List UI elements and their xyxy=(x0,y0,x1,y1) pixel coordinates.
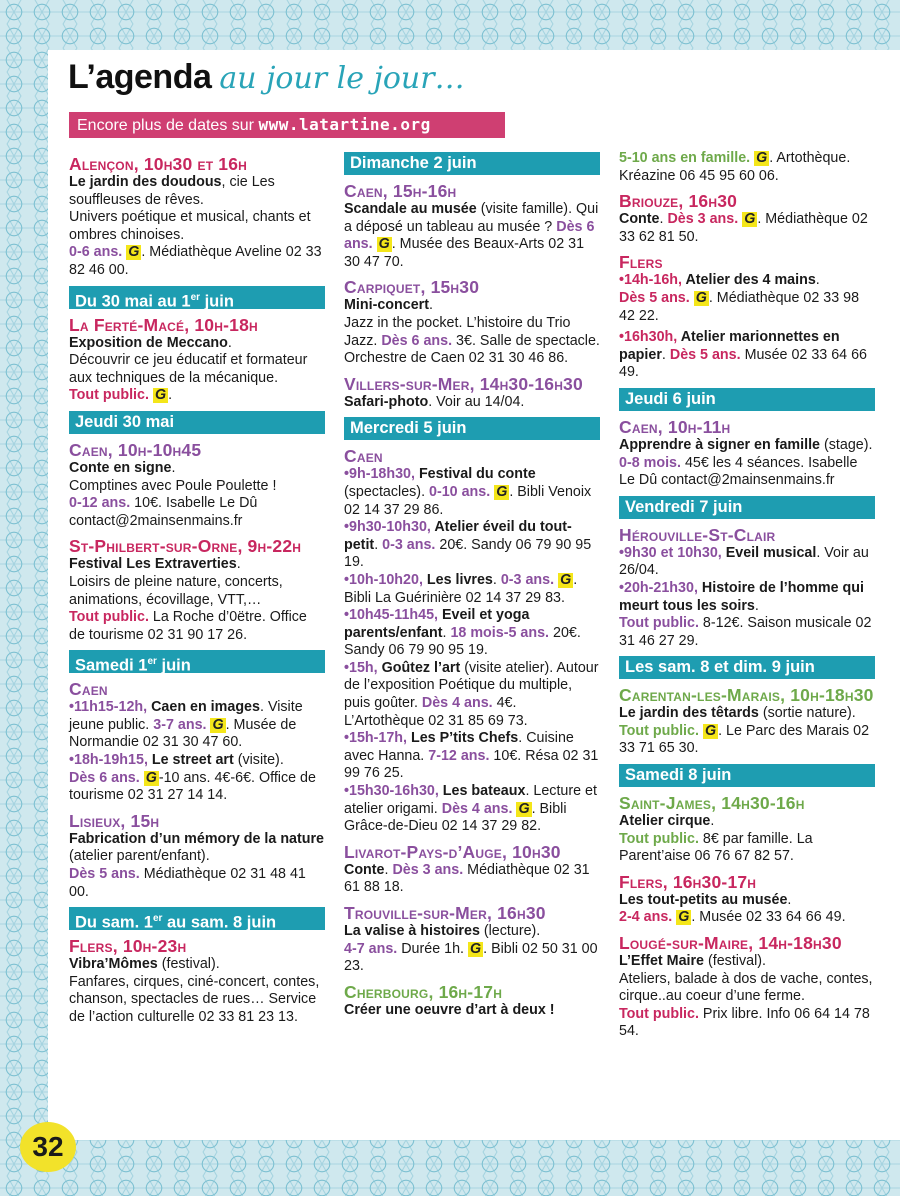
sub-event xyxy=(344,607,600,660)
age-label: Dès 4 ans. xyxy=(437,800,513,817)
event-alencon xyxy=(69,154,325,280)
event-text: . Musée des Beaux-Arts 02 31 30 47 70. xyxy=(344,236,585,270)
date-header xyxy=(619,496,875,519)
free-badge: G xyxy=(756,150,768,166)
event-title: Conte xyxy=(344,861,385,878)
free-badge: G xyxy=(695,289,707,306)
event-city: Livarot-Pays-d’Auge, 10h30 xyxy=(344,841,561,862)
age-label: Dès 5 ans. xyxy=(619,289,690,306)
event-title: Atelier cirque xyxy=(619,813,711,830)
audience-label: Tout public. xyxy=(619,615,699,632)
sub-event xyxy=(344,660,600,730)
event-text: . Bibli La Guérinière 02 14 37 29 83. xyxy=(344,571,578,606)
event-text: Jazz in the pocket. L’histoire du Trio Jazz. xyxy=(344,314,571,349)
event-text: (visite famille). Qui a déposé un tableau au musée ? xyxy=(344,201,599,235)
event-text: . Voir au 26/04. xyxy=(619,544,869,579)
event-caen-signer xyxy=(619,417,875,490)
more-dates-banner xyxy=(69,112,505,138)
event-title: Festival Les Extraverties xyxy=(69,556,237,573)
event-title: Créer une oeuvre d’art à deux ! xyxy=(344,1001,555,1018)
event-title: La valise à histoires xyxy=(344,923,480,939)
event-text: . xyxy=(492,571,497,588)
event-title: L’Effet Maire xyxy=(619,953,705,970)
event-text: . xyxy=(815,272,820,289)
date-header xyxy=(619,656,875,679)
event-city: La Ferté-Macé, 10h-18h xyxy=(69,314,258,335)
event-text: . Médiathèque 02 33 62 81 50. xyxy=(619,211,868,245)
event-text: Musée 02 33 64 66 49. xyxy=(619,346,867,381)
event-text: Durée 1h. xyxy=(397,940,465,957)
event-title: Vibra’Mômes xyxy=(69,956,158,973)
event-text: (festival). xyxy=(157,956,220,973)
age-label: 5-10 ans en famille. xyxy=(619,150,751,166)
date-header-text: Samedi 1 xyxy=(75,656,148,674)
event-title: Festival du conte xyxy=(414,466,536,483)
event-text: (lecture). xyxy=(479,923,541,939)
event-text: 20€. Sandy 06 79 90 95 19. xyxy=(344,536,592,571)
event-time: •10h45-11h45, xyxy=(344,607,439,624)
free-badge: G xyxy=(145,769,157,786)
event-text: . xyxy=(754,597,759,614)
event-text: Ateliers, balade à dos de vache, contes, cirque..au coeur d’une ferme. xyxy=(619,970,873,1005)
event-text: . xyxy=(236,556,241,573)
event-title: Les livres xyxy=(422,571,493,588)
event-text: . Musée de Normandie 02 31 30 47 60. xyxy=(69,716,297,751)
event-text: Fanfares, cirques, ciné-concert, contes, chanson, spectacles de rues… Service de l’action culturelle 02 33 81 23 13. xyxy=(69,973,320,1025)
event-text: . Bibli Grâce-de-Dieu 02 14 37 29 82. xyxy=(344,800,567,835)
event-city: Flers xyxy=(619,252,663,273)
audience-label: Tout public. xyxy=(619,722,699,739)
free-badge: G xyxy=(678,909,690,926)
age-label: 2-4 ans. xyxy=(619,909,673,926)
date-header xyxy=(344,417,600,440)
event-title: Le jardin des doudous xyxy=(69,174,222,190)
event-title: Caen en images xyxy=(147,699,260,716)
age-label: 0-10 ans. xyxy=(425,483,491,500)
event-title: Conte xyxy=(619,211,660,228)
event-text: 20€. Sandy 06 79 90 95 19. xyxy=(344,624,581,659)
free-badge: G xyxy=(704,722,717,739)
page-title xyxy=(68,58,465,97)
event-ferte-mace xyxy=(69,315,325,405)
date-header-text: juin xyxy=(200,292,234,309)
event-carpiquet xyxy=(344,277,600,367)
age-label: Dès 3 ans. xyxy=(663,211,739,228)
event-title: Fabrication d’un mémory de la nature xyxy=(69,830,325,847)
event-title: Les P’tits Chefs xyxy=(407,730,519,747)
free-badge: G xyxy=(154,387,167,404)
event-text: 4€. L’Artothèque 02 31 85 69 73. xyxy=(344,695,528,729)
event-text: 8€ par famille. La Parent’aise 06 76 67 82 57. xyxy=(619,830,813,865)
event-text: . Lecture et atelier origami. xyxy=(344,783,597,817)
date-header-text: Les sam. 8 et dim. 9 juin xyxy=(625,658,815,677)
age-label: 4-7 ans. xyxy=(344,940,398,957)
event-louge xyxy=(619,933,875,1041)
event-text: . xyxy=(659,211,664,228)
event-text: (stage). xyxy=(820,436,873,453)
event-title: Conte en signe xyxy=(69,459,172,476)
age-label: Dès 6 ans. xyxy=(344,218,595,253)
event-caen-mercredi xyxy=(344,446,600,835)
event-title: Goûtez l’art xyxy=(377,659,461,676)
event-text: 10€. Résa 02 31 99 76 25. xyxy=(344,747,599,782)
age-label: Dès 3 ans. xyxy=(388,861,464,878)
event-title: Histoire de l’homme qui meurt tous les soirs xyxy=(619,579,864,614)
event-city: Hérouville-St-Clair xyxy=(619,524,776,545)
age-label: 0-3 ans. xyxy=(496,571,555,588)
event-title: Le jardin des têtards xyxy=(619,705,759,722)
event-city: Caen xyxy=(344,446,383,467)
event-text: . xyxy=(710,813,715,830)
sub-event xyxy=(619,580,875,650)
sub-event xyxy=(619,272,875,325)
event-text: . Artothèque. Kréazine 06 45 95 60 06. xyxy=(619,150,851,184)
event-title: Mini-concert xyxy=(344,297,429,314)
event-text: . Voir au 14/04. xyxy=(428,393,525,410)
date-header-text: Du 30 mai au 1 xyxy=(75,292,191,309)
event-city: Flers, 16h30-17h xyxy=(619,871,757,892)
event-text: Prix libre. Info 06 64 14 78 54. xyxy=(619,1005,870,1040)
page-number: 32 xyxy=(20,1122,76,1172)
date-header-sup: er xyxy=(190,291,201,303)
event-text: 45€ les 4 séances. Isabelle Le Dû contact@2mainsenmains.fr xyxy=(619,454,858,489)
event-time: •11h15-12h, xyxy=(69,699,148,716)
website-link[interactable]: www.latartine.org xyxy=(258,115,431,134)
event-city: Caen, 15h-16h xyxy=(344,181,457,201)
date-header xyxy=(344,152,600,175)
event-text: . Cuisine avec Hanna. xyxy=(344,730,574,764)
event-text: . xyxy=(168,387,173,404)
event-time: •18h-19h15, xyxy=(69,752,148,769)
sub-event xyxy=(344,572,600,607)
age-label: 0-6 ans. xyxy=(69,244,123,261)
event-city: Cherbourg, 16h-17h xyxy=(344,981,503,1002)
event-city: Caen xyxy=(69,679,108,700)
event-text: . xyxy=(259,699,264,716)
free-badge: G xyxy=(212,716,224,733)
event-saint-james xyxy=(619,793,875,866)
event-text: 8-12€. Saison musicale 02 31 46 27 29. xyxy=(619,615,872,649)
event-title: Les tout-petits au musée xyxy=(619,891,788,908)
date-header-text: au sam. 8 juin xyxy=(162,913,277,931)
event-trouville xyxy=(344,903,600,976)
event-text: . xyxy=(661,346,666,363)
age-label: 0-3 ans. xyxy=(378,536,436,553)
event-city: Lougé-sur-Maire, 14h-18h30 xyxy=(619,933,842,954)
agenda-column-1 xyxy=(69,154,325,1033)
age-label: Dès 4 ans. xyxy=(417,695,493,712)
date-header-text: Vendredi 7 juin xyxy=(625,497,743,516)
age-label: 0-12 ans. xyxy=(69,495,131,512)
event-time: •10h-10h20, xyxy=(344,571,423,588)
free-badge: G xyxy=(496,483,508,500)
event-title: Eveil et yoga parents/enfant xyxy=(344,607,530,641)
page xyxy=(48,50,900,1140)
event-time: •20h-21h30, xyxy=(619,579,698,596)
event-title: Safari-photo xyxy=(344,393,429,410)
event-villers xyxy=(344,374,600,412)
event-title: Apprendre à signer en famille xyxy=(619,436,821,453)
event-city: Caen, 10h-11h xyxy=(619,416,731,437)
event-text: 10€. Isabelle Le Dû contact@2mainsenmains.fr xyxy=(69,495,258,529)
event-time: •9h-18h30, xyxy=(344,466,415,483)
event-time: •9h30 et 10h30, xyxy=(619,544,722,561)
event-text: . xyxy=(787,891,792,908)
age-label: 0-8 mois. xyxy=(619,454,681,471)
event-text: . xyxy=(374,536,379,553)
event-title: Le street art xyxy=(147,752,234,769)
event-caen-scandale xyxy=(344,181,600,271)
age-label: 18 mois-5 ans. xyxy=(446,624,550,641)
event-time: •15h30-16h30, xyxy=(344,783,439,800)
event-st-philbert xyxy=(69,536,325,644)
event-text: Médiathèque 02 31 48 41 00. xyxy=(69,866,306,900)
event-city: St-Philbert-sur-Orne, 9h-22h xyxy=(69,536,302,557)
date-header-text: Jeudi 30 mai xyxy=(75,412,175,431)
event-text: (sortie nature). xyxy=(758,705,856,722)
event-briouze xyxy=(619,191,875,246)
event-text: Loisirs de pleine nature, concerts, animations, écovillage, VTT,… xyxy=(69,573,283,608)
event-time: •15h, xyxy=(344,659,378,676)
title-bold: L’agenda xyxy=(68,58,212,96)
event-title: Atelier marionnettes en papier xyxy=(619,329,840,363)
agenda-column-2 xyxy=(344,152,600,1025)
date-header xyxy=(69,650,325,673)
event-text: . Médiathèque 02 33 98 42 22. xyxy=(619,289,860,324)
event-flers-musee xyxy=(619,872,875,927)
event-text: Médiathèque 02 31 61 88 18. xyxy=(344,861,590,896)
event-text: . xyxy=(227,334,232,351)
date-header-text: Jeudi 6 juin xyxy=(625,389,716,408)
event-title: Atelier éveil du tout-petit xyxy=(344,519,572,553)
sub-event xyxy=(344,730,600,783)
sub-event xyxy=(344,519,600,572)
event-text: . xyxy=(171,459,176,476)
free-badge: G xyxy=(744,211,756,228)
event-text: . xyxy=(384,861,389,878)
event-city: Briouze, 16h30 xyxy=(619,191,738,212)
event-carentan xyxy=(619,685,875,758)
event-text: . xyxy=(429,297,433,314)
date-header-text: Samedi 8 juin xyxy=(625,766,732,785)
event-title: Scandale au musée xyxy=(344,201,477,217)
event-text: 3€. Salle de spectacle. Orchestre de Caen 02 31 30 46 86. xyxy=(344,332,600,367)
age-label: Dès 6 ans. xyxy=(69,769,140,786)
event-continued xyxy=(619,150,875,185)
free-badge: G xyxy=(378,236,390,253)
more-dates-text: Encore plus de dates sur xyxy=(77,117,254,134)
event-time: •15h-17h, xyxy=(344,730,408,747)
event-cherbourg xyxy=(344,982,600,1020)
event-text: (visite). xyxy=(233,752,284,769)
event-text: Comptines avec Poule Poulette ! xyxy=(69,477,277,494)
date-header xyxy=(69,907,325,930)
event-text: (spectacles). xyxy=(344,483,426,500)
event-title: Atelier des 4 mains xyxy=(682,272,816,289)
event-city: Flers, 10h-23h xyxy=(69,936,187,957)
event-text: (visite atelier). Autour de l’exposition Poétique du multiple, puis goûter. xyxy=(344,659,599,712)
date-header xyxy=(619,764,875,787)
event-title: Les bateaux xyxy=(438,783,526,800)
audience-label: Tout public. xyxy=(619,1005,699,1022)
event-city: Caen, 10h-10h45 xyxy=(69,439,202,460)
title-script: au jour le jour… xyxy=(219,61,465,96)
event-time: •14h-16h, xyxy=(619,272,683,289)
event-city: Villers-sur-Mer, 14h30-16h30 xyxy=(344,373,583,394)
event-text: , cie Les souffleuses de rêves. xyxy=(69,174,275,208)
free-badge: G xyxy=(128,244,140,261)
event-text: Visite jeune public. xyxy=(69,699,303,733)
event-text: Univers poétique et musical, chants et ombres chinoises. xyxy=(69,209,311,243)
event-text: . xyxy=(442,624,447,641)
date-header-sup: er xyxy=(147,656,157,668)
event-text: . Le Parc des Marais 02 33 71 65 30. xyxy=(619,722,870,757)
free-badge: G xyxy=(470,940,482,957)
event-title: Exposition de Meccano xyxy=(69,334,228,351)
date-header-sup: er xyxy=(152,913,163,925)
event-title: Eveil musical xyxy=(721,544,817,561)
sub-event xyxy=(344,783,600,836)
event-text: -10 ans. 4€-6€. Office de tourisme 02 31 27 14 14. xyxy=(69,769,316,804)
event-caen-conte xyxy=(69,440,325,530)
event-text: La Roche d’0ëtre. Office de tourisme 02 31 90 17 26. xyxy=(69,609,307,643)
date-header xyxy=(619,388,875,411)
event-text: . Bibli Venoix 02 14 37 29 86. xyxy=(344,483,592,518)
event-text: (festival). xyxy=(704,953,766,970)
event-text: . Médiathèque Aveline 02 33 82 46 00. xyxy=(69,244,322,278)
event-text: . Bibli 02 50 31 00 23. xyxy=(344,940,598,975)
event-city: Carpiquet, 15h30 xyxy=(344,277,480,298)
date-header-text: Mercredi 5 juin xyxy=(350,419,467,438)
event-city: Alençon, 10h30 et 16h xyxy=(69,154,248,174)
event-city: Trouville-sur-Mer, 16h30 xyxy=(344,903,546,923)
sub-event xyxy=(619,329,875,382)
event-city: Saint-James, 14h30-16h xyxy=(619,793,805,814)
event-time: •9h30-10h30, xyxy=(344,519,431,536)
date-header xyxy=(69,411,325,434)
event-text: Découvrir ce jeu éducatif et formateur aux techniques de la mécanique. xyxy=(69,352,308,386)
event-city: Carentan-les-Marais, 10h-18h30 xyxy=(619,685,874,706)
age-label: Dès 5 ans. xyxy=(69,866,140,883)
age-label: Dès 6 ans. xyxy=(377,332,453,349)
agenda-column-3 xyxy=(619,150,875,1047)
date-header-text: Du sam. 1 xyxy=(75,913,153,931)
date-header xyxy=(69,286,325,309)
event-city: Lisieux, 15h xyxy=(69,810,160,831)
event-text: . Musée 02 33 64 66 49. xyxy=(691,909,846,926)
event-herouville xyxy=(619,525,875,651)
date-header-text: Dimanche 2 juin xyxy=(350,154,477,172)
event-flers-vibramomes xyxy=(69,936,325,1026)
sub-event xyxy=(344,466,600,519)
age-label: 7-12 ans. xyxy=(424,747,490,764)
event-caen-samedi xyxy=(69,679,325,805)
audience-label: Tout public. xyxy=(619,830,699,847)
event-flers-ateliers xyxy=(619,252,875,382)
audience-label: Tout public. xyxy=(69,609,149,626)
sub-event xyxy=(619,545,875,580)
free-badge: G xyxy=(518,800,530,817)
date-header-text: juin xyxy=(156,656,191,674)
age-label: 3-7 ans. xyxy=(149,716,207,733)
event-lisieux xyxy=(69,811,325,901)
free-badge: G xyxy=(560,571,572,588)
event-text: (atelier parent/enfant). xyxy=(69,848,210,865)
event-time: •16h30h, xyxy=(619,329,678,346)
audience-label: Tout public. xyxy=(69,387,149,404)
age-label: Dès 5 ans. xyxy=(665,346,741,363)
event-livarot xyxy=(344,842,600,897)
